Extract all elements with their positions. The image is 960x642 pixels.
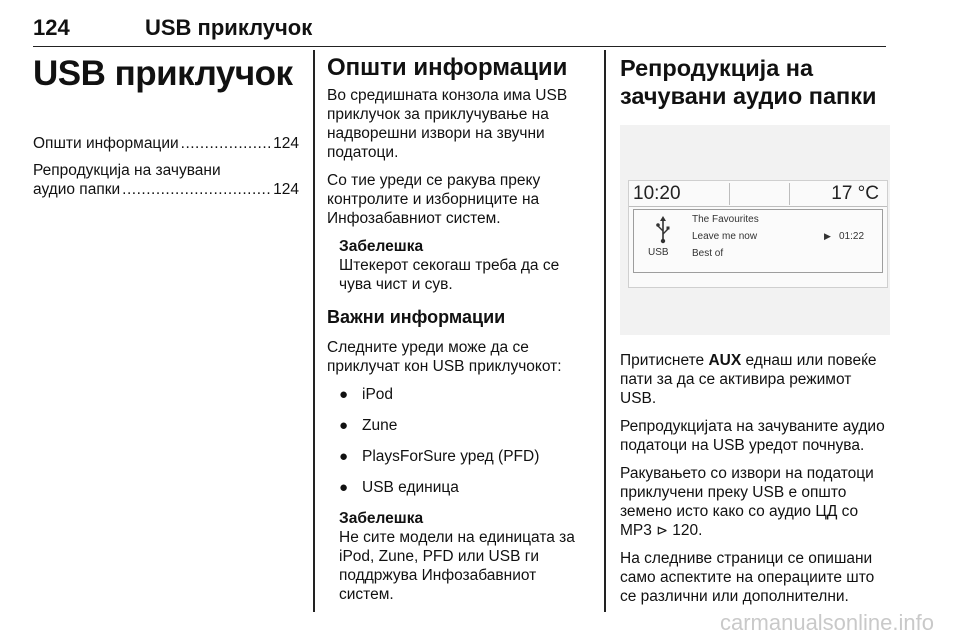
page-reference-icon: ⊳ (656, 522, 668, 538)
track-item: Best of (692, 248, 724, 259)
toc-label-line2: аудио папки (33, 181, 121, 198)
display-photo (620, 125, 890, 335)
toc-dot-leader (181, 134, 271, 153)
subheading-important-info: Важни информации (327, 307, 506, 327)
bullet-icon: ● (339, 417, 349, 434)
list-item: ● USB единица (339, 479, 459, 496)
paragraph: Следните уреди може да се приклучат кон USB приклучокот: (327, 339, 562, 375)
header-title: USB приклучок (145, 15, 313, 40)
toc-entry-playback[interactable] (33, 161, 299, 199)
list-item: ● iPod (339, 386, 394, 403)
bullet-icon: ● (339, 479, 349, 496)
column-divider-1 (313, 50, 315, 612)
play-time: 01:22 (839, 231, 865, 242)
bullet-icon: ● (339, 386, 349, 403)
paragraph: Со тие уреди се ракува преку контролите и изборниците на Инфозабавниот систем. (327, 172, 541, 227)
play-icon: ▶ (824, 231, 831, 241)
page-header (33, 8, 886, 47)
toc-label: Општи информации (33, 135, 179, 152)
paragraph: Притиснете AUX еднаш или повеќе пати за да се активира режимот USB. (620, 352, 877, 407)
column-playback (620, 54, 890, 615)
display-separator (629, 206, 887, 207)
watermark: carmanualsonline.info (719, 610, 934, 635)
infotainment-display (628, 180, 888, 288)
toc-page: 124 (273, 135, 299, 152)
list-item: ● PlaysForSure уред (PFD) (339, 448, 540, 465)
note-title: Забелешка (339, 510, 424, 527)
page-number: 124 (33, 15, 70, 40)
note-text: Не сите модели на единицата за iPod, Zune, PFD или USB ги поддржува Инфозабавниот систем. (339, 529, 575, 603)
toc-page: 124 (273, 181, 299, 198)
display-divider (729, 183, 730, 205)
device-list (327, 385, 592, 497)
toc-entry-general-info[interactable] (33, 134, 299, 153)
track-item: The Favourites (692, 214, 759, 225)
paragraph: На следниве страници се опишани само аспектите на операциите што се различни или дополнителни. (620, 550, 875, 605)
usb-icon (654, 216, 672, 250)
note-text: Штекерот секогаш треба да се чува чист и сув. (339, 257, 560, 293)
bullet-icon: ● (339, 448, 349, 465)
usb-label: USB (648, 247, 669, 258)
display-temperature: 17 °C (831, 183, 879, 204)
note-title: Забелешка (339, 238, 424, 255)
track-item: Leave me now (692, 231, 758, 242)
display-panel (633, 209, 883, 273)
column-toc (33, 54, 299, 207)
note-box (339, 509, 592, 604)
display-divider (789, 183, 790, 205)
paragraph: Репродукцијата на зачуваните аудио податоци на USB уредот почнува. (620, 418, 885, 454)
chapter-title: USB приклучок (33, 54, 293, 93)
column-divider-2 (604, 50, 606, 612)
page-reference[interactable]: 120. (672, 522, 703, 539)
toc-label-line1: Репродукција на зачувани (33, 162, 221, 179)
section-heading-playback: Репродукција на зачувани аудио папки (620, 55, 877, 109)
display-time: 10:20 (633, 183, 681, 204)
paragraph: Ракувањето со извори на податоци приклучени преку USB е општо земено исто како со аудио ЦД со MP3 ⊳ 120. (620, 465, 874, 539)
note-box (339, 237, 592, 294)
aux-button-label: AUX (708, 352, 742, 369)
paragraph: Во средишната конзола има USB приклучок за приклучување на надворешни извори на звучни податоци. (327, 87, 568, 161)
list-item: ● Zune (339, 417, 398, 434)
toc-dot-leader (122, 180, 271, 199)
section-heading-general-info: Општи информации (327, 54, 568, 81)
column-general-info (327, 54, 592, 616)
